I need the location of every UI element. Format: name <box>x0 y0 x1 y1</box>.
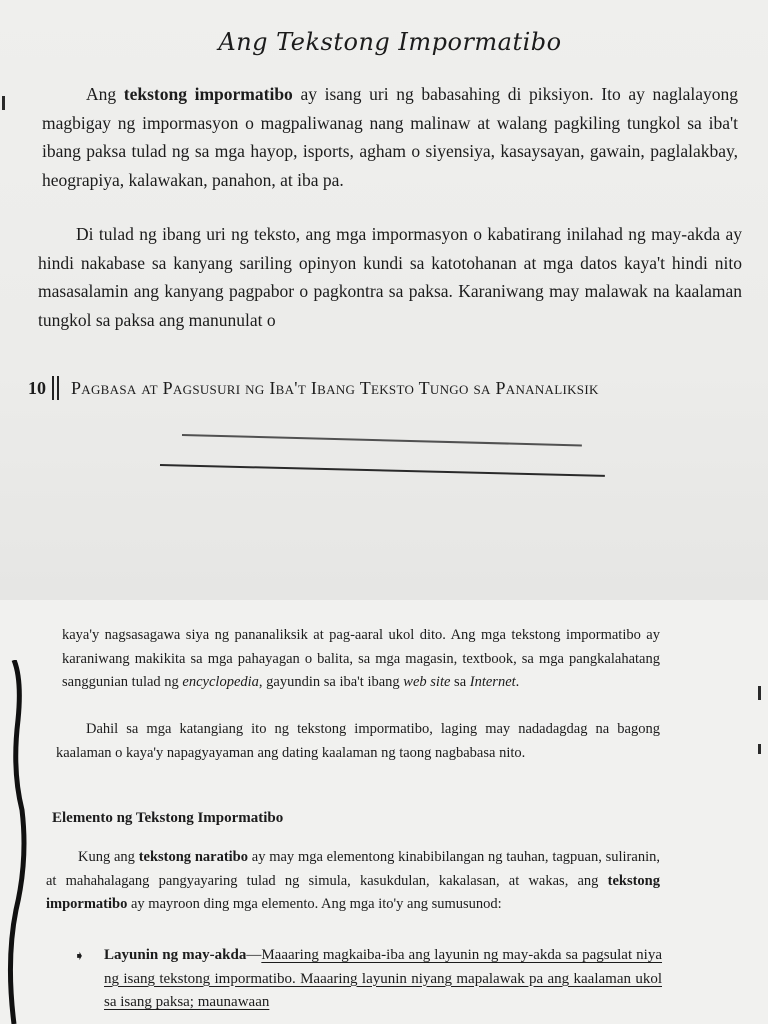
text-span: Ang <box>86 84 124 104</box>
bold-term: tekstong impormatibo <box>123 84 293 104</box>
bold-term: Layunin ng may-akda <box>104 947 247 963</box>
binding-shadow-mark <box>0 660 34 1024</box>
text-span: ay may mga elementong kinabibilangan ng tauhan, tagpuan, suliranin, at mahahalagang pangyayaring tulad ng simula, kasukdulan, kakalasan, at wakas, ang <box>46 849 660 889</box>
page-title: Ang Tekstong Impormatibo <box>218 28 562 56</box>
section-heading: Elemento ng Tekstong Impormatibo <box>52 810 284 826</box>
elements-intro-paragraph <box>46 846 660 917</box>
page-number: 10 <box>28 377 46 398</box>
intro-paragraph <box>42 80 738 194</box>
text-span: Maaaring magkaiba-iba ang layunin ng may-akda sa pagsulat niya ng isang tekstong impormatibo. Maaaring layunin niyang mapalawak pa ang kaalaman ukol sa isang paksa; maunawaan <box>104 947 663 1010</box>
text-span: ay isang uri ng babasahing di piksiyon. Ito ay naglalayong magbigay ng impormasyon o magpaliwanag nang malinaw at walang pagkiling tungkol sa iba't ibang paksa tulad ng sa mga hayop, isports, agham o siyensiya, kasaysayan, gawain, paglalakbay, heograpiya, kalawakan, panahon, at iba pa. <box>42 84 739 190</box>
list-item <box>74 944 662 1015</box>
text-span: — <box>246 947 262 963</box>
scan-artifact-line <box>758 744 761 754</box>
italic-term: encyclopedia <box>182 674 259 690</box>
text-span: sa <box>450 674 470 690</box>
page-number-divider <box>52 376 59 400</box>
text-span: . <box>515 674 520 690</box>
arrow-bullet-icon: ➧ <box>74 948 85 963</box>
scan-artifact-line <box>182 434 582 446</box>
text-span: Kung ang <box>78 849 139 865</box>
second-paragraph: Di tulad ng ibang uri ng teksto, ang mga impormasyon o kabatirang inilahad ng may-akda ay hindi nakabase sa kanyang sariling opinyon kundi sa katotohanan at mga datos kaya't hindi nito masasalamin ang kanyang pagpabor o pagkontra sa paksa. Karaniwang may malawak na kaalaman tungkol sa paksa ang manunulat o <box>38 224 742 330</box>
list-item-body <box>104 944 662 1015</box>
scan-artifact-line <box>758 686 761 700</box>
italic-term: Internet <box>469 674 516 690</box>
text-span: ay mayroon ding mga elemento. Ang mga ito'y ang sumusunod: <box>127 896 502 912</box>
running-footer <box>28 376 728 400</box>
bold-term: tekstong naratibo <box>138 849 248 865</box>
bold-term: tekstong impormatibo <box>46 872 660 912</box>
knowledge-paragraph: Dahil sa mga katangiang ito ng tekstong impormatibo, laging may nadadagdag na bagong kaalaman o kaya'y napagyayaman ang dating kaalaman ng taong nagbabasa nito. <box>56 721 660 761</box>
text-span: kaya'y nagsasagawa siya ng pananaliksik at pag-aaral ukol dito. Ang mga tekstong impormatibo ay karaniwang makikita sa mga pahayagan o balita, sa mga magasin, textbook, sa mga pangkalahatang sanggunian tulad ng <box>62 627 660 690</box>
book-running-title: Pagbasa at Pagsusuri ng Iba't Ibang Teksto Tungo sa Pananaliksik <box>71 377 599 398</box>
italic-term: web site <box>403 674 451 690</box>
continuation-paragraph <box>62 624 660 695</box>
text-span: , gayundin sa iba't ibang <box>258 674 404 690</box>
scan-artifact-line <box>2 96 5 110</box>
scan-artifact-line <box>160 464 605 477</box>
